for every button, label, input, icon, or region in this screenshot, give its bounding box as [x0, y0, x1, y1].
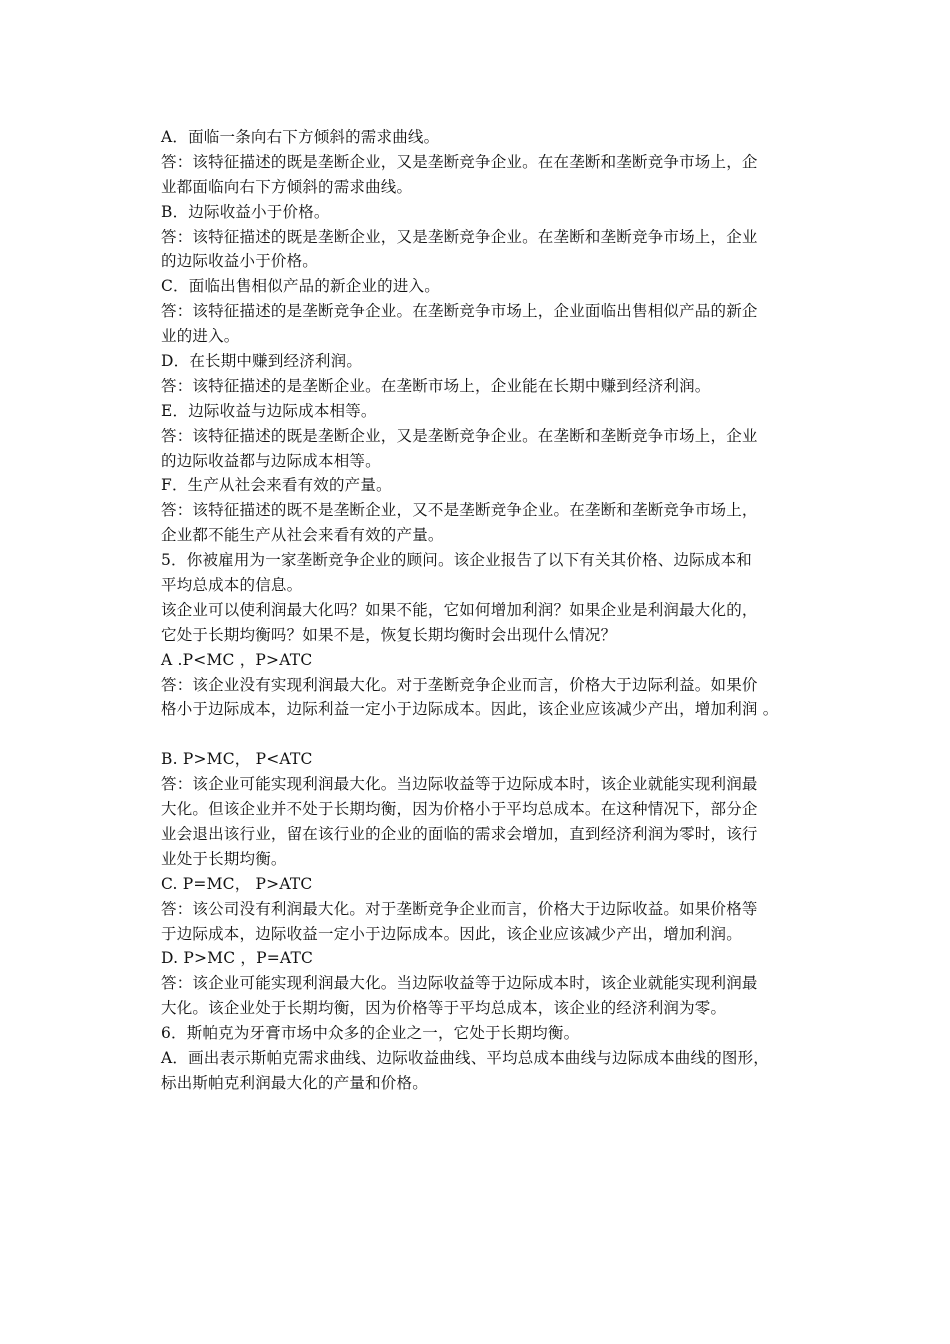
text-line: 业都面临向右下方倾斜的需求曲线。: [161, 177, 413, 196]
text-line: 答：该特征描述的既不是垄断企业，又不是垄断竞争企业。在垄断和垄断竞争市场上，: [161, 501, 758, 520]
text-line: 的边际收益都与边际成本相等。: [161, 451, 381, 470]
text-line: D. P>MC ，P=ATC: [161, 949, 314, 968]
text-line: 业处于长期均衡。: [161, 849, 287, 868]
text-line: B. P>MC， P<ATC: [161, 750, 313, 769]
text-line: D．在长期中赚到经济利润。: [161, 352, 363, 371]
text-line: 6．斯帕克为牙膏市场中众多的企业之一，它处于长期均衡。: [161, 1024, 580, 1043]
text-line: 大化。但该企业并不处于长期均衡，因为价格小于平均总成本。在这种情况下，部分企: [161, 800, 758, 819]
text-line: 答：该特征描述的既是垄断企业，又是垄断竞争企业。在垄断和垄断竞争市场上，企业: [161, 426, 758, 445]
text-line: 业会退出该行业，留在该行业的企业的面临的需求会增加，直到经济利润为零时，该行: [161, 824, 758, 843]
text-line: E．边际收益与边际成本相等。: [161, 401, 377, 420]
text-line: 答：该企业可能实现利润最大化。当边际收益等于边际成本时，该企业就能实现利润最: [161, 775, 758, 794]
text-line: 大化。该企业处于长期均衡，因为价格等于平均总成本，该企业的经济利润为零。: [161, 999, 727, 1018]
document-page: [161, 125, 813, 1096]
text-line: 平均总成本的信息。: [161, 576, 303, 595]
text-line: 标出斯帕克利润最大化的产量和价格。: [161, 1073, 428, 1092]
text-line: C. P=MC， P>ATC: [161, 874, 313, 893]
text-line: 格小于边际成本，边际利益一定小于边际成本。因此，该企业应该减少产出，增加利润 。: [161, 700, 779, 719]
text-line: 该企业可以使利润最大化吗？如果不能，它如何增加利润？如果企业是利润最大化的，: [161, 600, 758, 619]
text-line: 答：该特征描述的是垄断竞争企业。在垄断竞争市场上，企业面临出售相似产品的新企: [161, 302, 758, 321]
text-line: 答：该公司没有利润最大化。对于垄断竞争企业而言，价格大于边际收益。如果价格等: [161, 899, 758, 918]
text-line: A．面临一条向右下方倾斜的需求曲线。: [161, 128, 440, 146]
text-line: 业的进入。: [161, 327, 240, 346]
text-line: 企业都不能生产从社会来看有效的产量。: [161, 526, 444, 545]
text-line: 答：该企业没有实现利润最大化。对于垄断竞争企业而言，价格大于边际利益。如果价: [161, 675, 758, 694]
text-line: C．面临出售相似产品的新企业的进入。: [161, 277, 440, 296]
text-line: 答：该特征描述的既是垄断企业，又是垄断竞争企业。在垄断和垄断竞争市场上，企业: [161, 227, 758, 246]
text-line: A .P<MC ，P>ATC: [161, 650, 313, 669]
text-line: [161, 722, 813, 747]
text-line: 5．你被雇用为一家垄断竞争企业的顾问。该企业报告了以下有关其价格、边际成本和: [161, 551, 752, 570]
text-line: 的边际收益小于价格。: [161, 252, 319, 271]
text-line: 于边际成本，边际收益一定小于边际成本。因此，该企业应该减少产出，增加利润。: [161, 924, 742, 943]
text-line: 它处于长期均衡吗？如果不是，恢复长期均衡时会出现什么情况？: [161, 625, 617, 644]
text-line: B．边际收益小于价格。: [161, 202, 330, 221]
text-line: 答：该特征描述的既是垄断企业，又是垄断竞争企业。在在垄断和垄断竞争市场上，企: [161, 152, 758, 171]
text-line: F．生产从社会来看有效的产量。: [161, 476, 392, 495]
text-line: A．画出表示斯帕克需求曲线、边际收益曲线、平均总成本曲线与边际成本曲线的图形，: [161, 1048, 769, 1067]
text-line: 答：该企业可能实现利润最大化。当边际收益等于边际成本时，该企业就能实现利润最: [161, 974, 758, 993]
text-line: 答：该特征描述的是垄断企业。在垄断市场上，企业能在长期中赚到经济利润。: [161, 376, 711, 395]
